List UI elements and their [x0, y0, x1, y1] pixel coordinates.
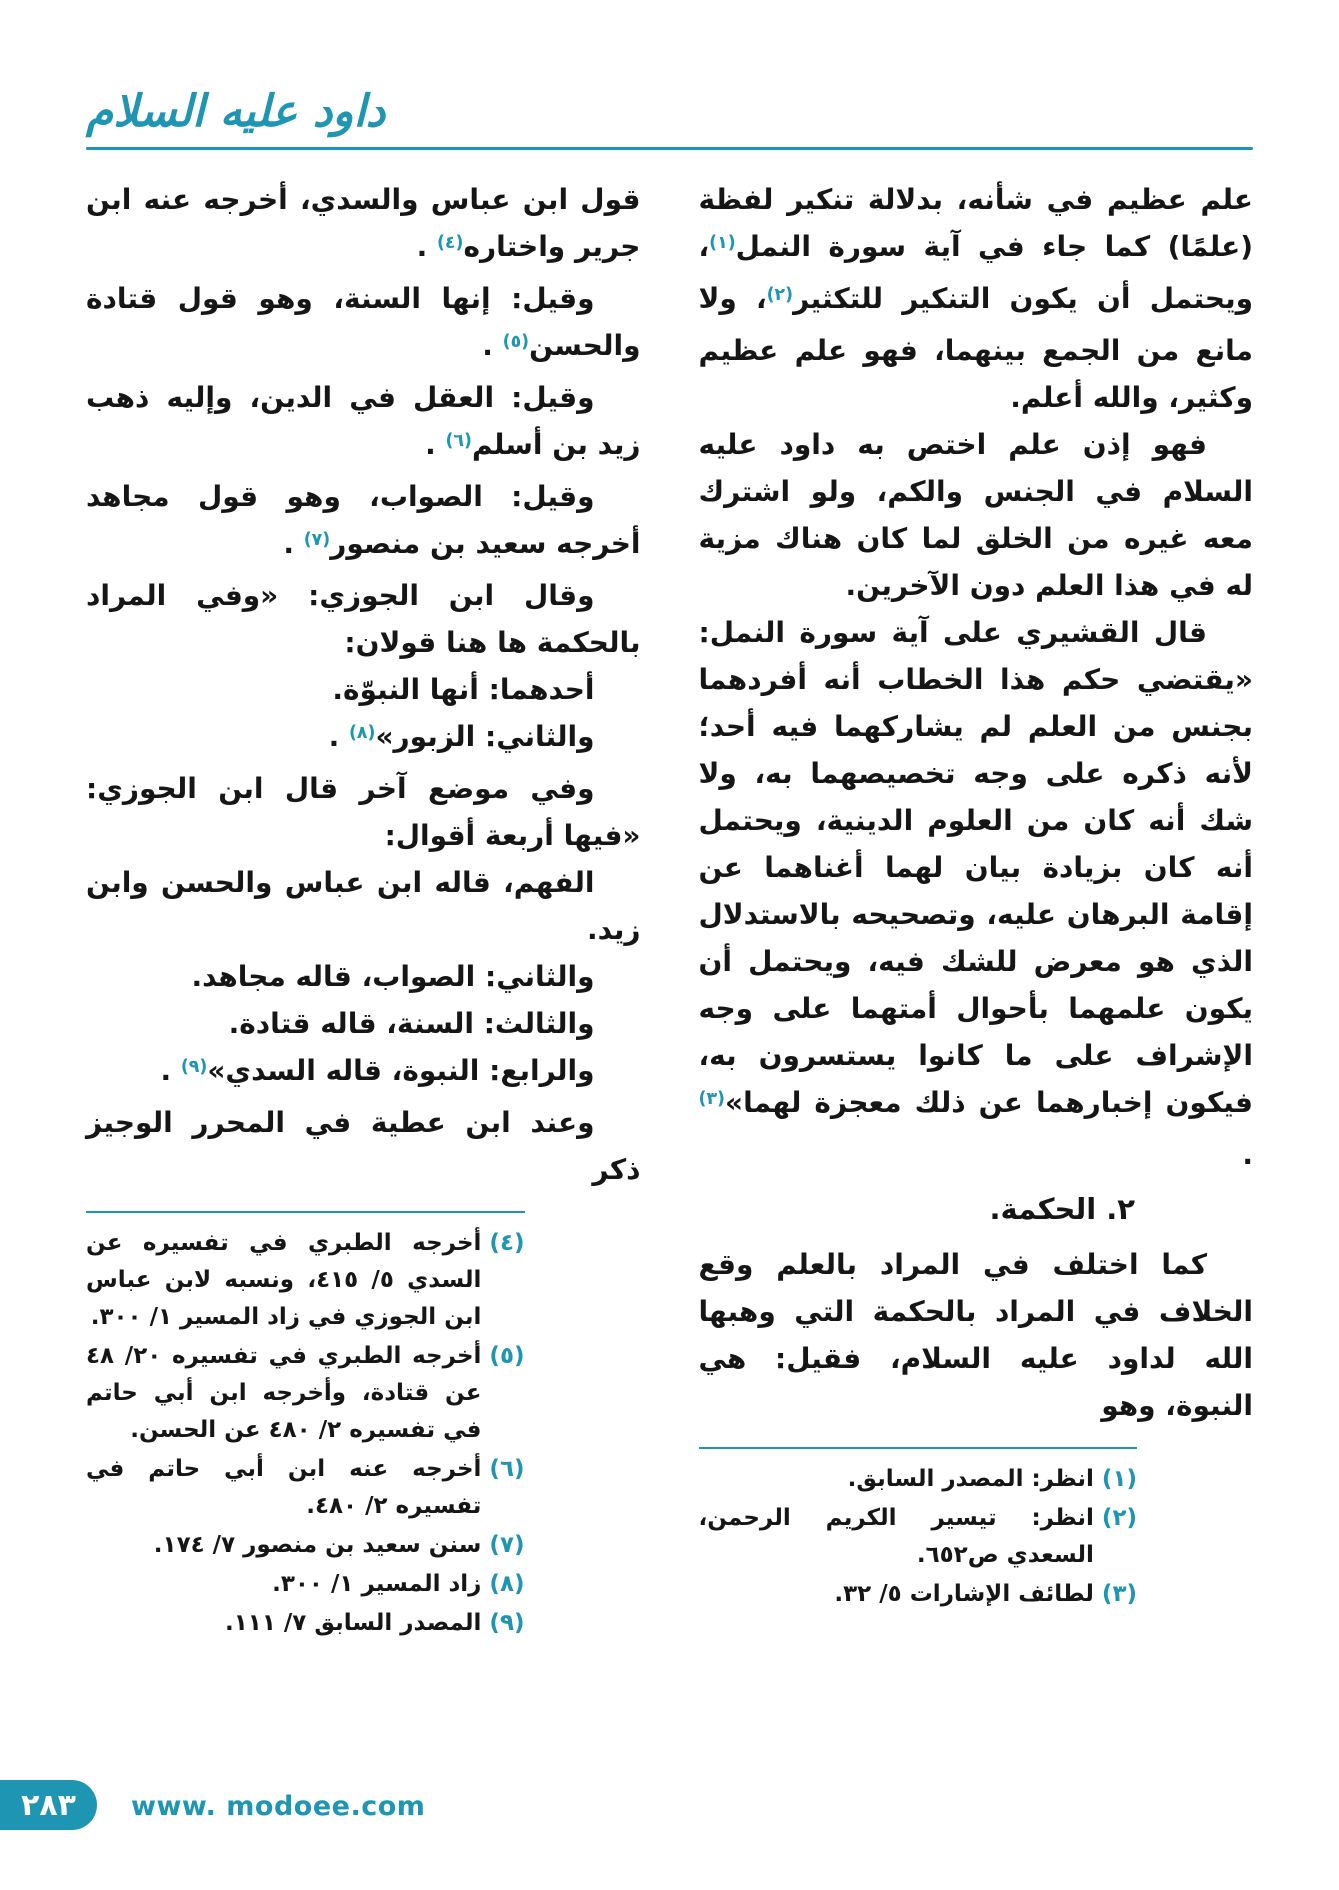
text-run: .: [283, 527, 304, 560]
paragraph: [86, 1000, 641, 1047]
footnote: [86, 1605, 525, 1642]
footnote-number: (٤): [489, 1230, 525, 1256]
footnote: [699, 1500, 1138, 1574]
text-run: .: [160, 1054, 181, 1087]
column-right: [699, 176, 1254, 1613]
column-left-paragraphs: [86, 176, 641, 1193]
paragraph: [699, 1241, 1254, 1429]
footnote-number: (٩): [489, 1610, 525, 1636]
footnote-marker: (٥): [502, 332, 530, 353]
text-run: وقيل: العقل في الدين، وإليه ذهب زيد بن أسلم: [86, 381, 641, 461]
text-run: وقال ابن الجوزي: «وفي المراد بالحكمة ها هنا قولان:: [86, 579, 641, 659]
text-run: أحدهما: أنها النبوّة.: [332, 673, 595, 706]
text-run: ، ولا مانع من الجمع بينهما، فهو علم عظيم وكثير، والله أعلم.: [698, 282, 1253, 414]
footnote-text: أخرجه عنه ابن أبي حاتم في تفسيره ٢/ ٤٨٠.: [86, 1456, 482, 1519]
paragraph: [86, 1047, 641, 1099]
footnote-number: (٦): [489, 1456, 525, 1482]
footnote-text: انظر: تيسير الكريم الرحمن، السعدي ص٦٥٢.: [698, 1505, 1094, 1568]
paragraph: [86, 473, 641, 572]
text-run: ٢. الحكمة.: [989, 1192, 1135, 1226]
column-right-paragraphs: [699, 176, 1254, 1429]
footnote-marker: (٧): [303, 530, 331, 551]
paragraph: [86, 176, 641, 275]
footnote-text: أخرجه الطبري في تفسيره عن السدي ٥/ ٤١٥، ونسبه لابن عباس ابن الجوزي في زاد المسير ١/ ٣٠٠.: [86, 1230, 482, 1330]
text-run: .: [425, 428, 446, 461]
column-left-footnotes: [86, 1213, 525, 1642]
text-run: فهو إذن علم اختص به داود عليه السلام في الجنس والكم، ولو اشترك معه غيره من الخلق لما كان هناك مزية له في هذا العلم دون الآخرين.: [698, 428, 1253, 602]
paragraph: [86, 572, 641, 666]
footnote-marker: (٩): [180, 1057, 208, 1078]
paragraph: [86, 713, 641, 765]
text-run: كما اختلف في المراد بالعلم وقع الخلاف في المراد بالحكمة التي وهبها الله لداود عليه السلام، فقيل: هي النبوة، وهو: [698, 1248, 1253, 1422]
text-run: وعند ابن عطية في المحرر الوجيز ذكر: [86, 1106, 641, 1186]
footnote-number: (٨): [489, 1571, 525, 1597]
text-run: علم عظيم في شأنه، بدلالة تنكير لفظة (علمًا) كما جاء في آية سورة النمل: [698, 183, 1253, 263]
footnote: [86, 1225, 525, 1336]
footnote-text: لطائف الإشارات ٥/ ٣٢.: [834, 1581, 1094, 1607]
text-run: والثاني: الصواب، قاله مجاهد.: [191, 960, 595, 993]
column-left: [86, 176, 641, 1642]
column-right-footnotes: [699, 1449, 1138, 1613]
header-divider-line: [86, 147, 1253, 150]
text-run: وقيل: الصواب، وهو قول مجاهد أخرجه سعيد بن منصور: [86, 480, 641, 560]
header-calligraphy-title: داود عليه السلام: [86, 86, 386, 137]
paragraph: [86, 374, 641, 473]
paragraph: [86, 953, 641, 1000]
paragraph: [699, 176, 1254, 421]
text-run: والثاني: الزبور»: [375, 720, 595, 753]
text-run: والرابع: النبوة، قاله السدي»: [207, 1054, 595, 1087]
footnote-text: المصدر السابق ٧/ ١١١.: [225, 1610, 482, 1636]
footnote-text: زاد المسير ١/ ٣٠٠.: [272, 1571, 482, 1597]
footnote-text: سنن سعيد بن منصور ٧/ ١٧٤.: [153, 1532, 482, 1558]
text-run: الفهم، قاله ابن عباس والحسن وابن زيد.: [86, 866, 641, 946]
footnote: [699, 1461, 1138, 1498]
page-header: [86, 84, 1253, 150]
footnote-text: أخرجه الطبري في تفسيره ٢٠/ ٤٨ عن قتادة، وأخرجه ابن أبي حاتم في تفسيره ٢/ ٤٨٠ عن الحسن.: [86, 1343, 482, 1443]
footnote-number: (١): [1101, 1466, 1137, 1492]
footnote-number: (٣): [1101, 1581, 1137, 1607]
text-run: .: [1242, 1138, 1253, 1171]
footnote: [86, 1566, 525, 1603]
footnote-marker: (٨): [348, 723, 376, 744]
page-number: ٢٨٣: [21, 1787, 76, 1823]
footnote-number: (٢): [1101, 1505, 1137, 1531]
paragraph: [86, 1099, 641, 1193]
text-columns: [86, 176, 1253, 1642]
footnote: [86, 1451, 525, 1525]
footnote-marker: (٦): [445, 431, 472, 452]
footnote: [86, 1338, 525, 1449]
paragraph: [699, 609, 1254, 1178]
text-run: .: [416, 230, 437, 263]
page-number-badge: [0, 1780, 97, 1830]
column-right-footnote-area: [699, 1447, 1254, 1613]
text-run: قال القشيري على آية سورة النمل: «يقتضي حكم هذا الخطاب أنه أفردهما بجنس من العلم لم يشاركهما فيه أحد؛ لأنه ذكره على وجه تخصيصهما به، ولا شك أنه كان من العلوم الدينية، ويحتمل أنه كان بزيادة بيان لهما أغناهما عن إقامة البرهان عليه، وتصحيحه بالاستدلال الذي هو معرض للشك فيه، ويحتمل أن يكون علمهما بأحوال أمتهما على وجه الإشراف على ما كانوا يستسرون به، فيكون إخبارهما عن ذلك معجزة لهما»: [698, 616, 1253, 1119]
footnote: [699, 1576, 1138, 1613]
text-run: والثالث: السنة، قاله قتادة.: [228, 1007, 595, 1040]
footnote-marker: (٣): [698, 1089, 725, 1110]
footnote: [86, 1527, 525, 1564]
footnote-marker: (٢): [766, 285, 794, 306]
footnote-marker: (١): [709, 233, 736, 254]
text-run: قول ابن عباس والسدي، أخرجه عنه ابن جرير واختاره: [86, 183, 641, 263]
text-run: وقيل: إنها السنة، وهو قول قتادة والحسن: [86, 282, 641, 362]
website-link[interactable]: www. modoee.com: [131, 1791, 426, 1822]
paragraph: [86, 859, 641, 953]
paragraph: [86, 765, 641, 859]
text-run: وفي موضع آخر قال ابن الجوزي: «فيها أربعة أقوال:: [86, 772, 641, 852]
text-run: .: [482, 329, 503, 362]
text-run: ، ويحتمل أن يكون التنكير للتكثير: [698, 230, 1253, 315]
footnote-number: (٧): [489, 1532, 525, 1558]
paragraph: [86, 666, 641, 713]
footnote-text: انظر: المصدر السابق.: [847, 1466, 1094, 1492]
paragraph: [86, 275, 641, 374]
column-left-footnote-area: [86, 1211, 641, 1642]
footnote-number: (٥): [489, 1343, 525, 1369]
paragraph: [699, 421, 1254, 609]
text-run: .: [328, 720, 349, 753]
footnote-marker: (٤): [436, 233, 464, 254]
section-heading: [699, 1186, 1136, 1233]
